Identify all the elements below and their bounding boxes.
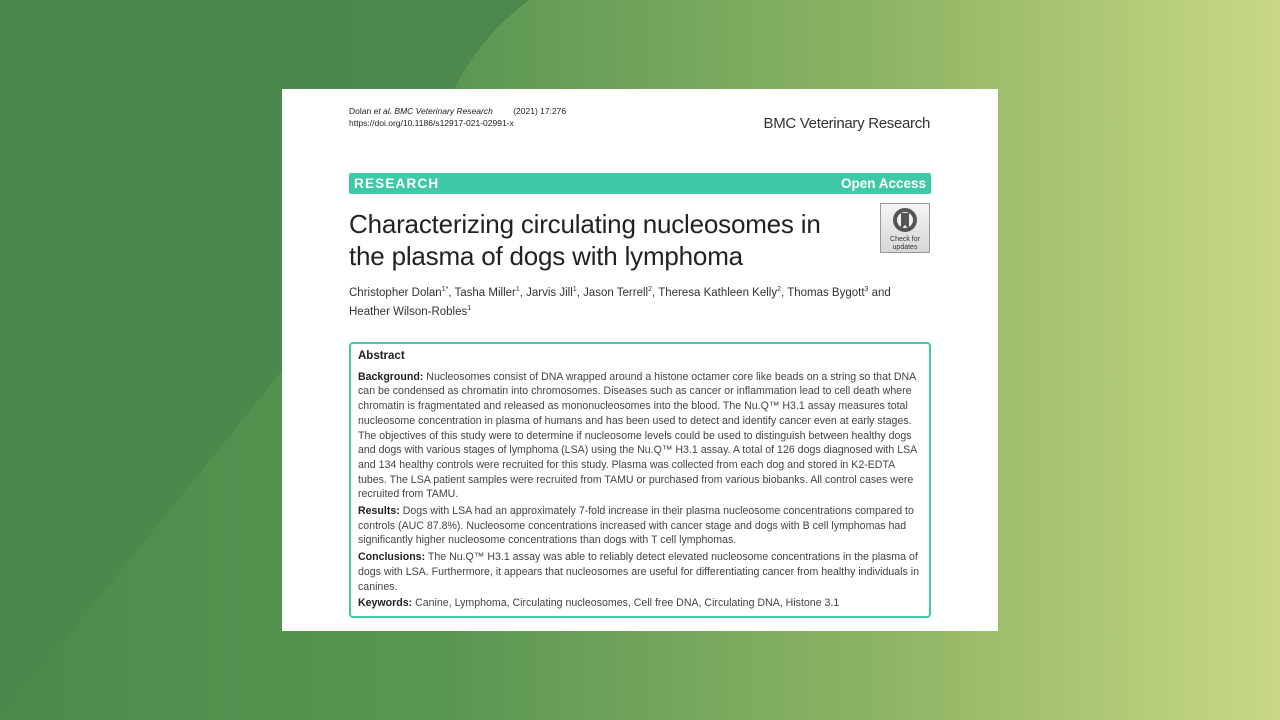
author-separator: and [868,286,891,299]
citation-doi[interactable]: https://doi.org/10.1186/s12917-021-02991-x [349,118,514,128]
section-banner [349,173,931,194]
author-list [349,282,909,320]
bookmark-icon [892,207,918,235]
citation-line [349,105,566,117]
author-affiliation: 1 [467,304,472,312]
journal-name: BMC Veterinary Research [763,115,930,132]
keywords-text: Canine, Lymphoma, Circulating nucleosomes, Cell free DNA, Circulating DNA, Histone 3.1 [415,597,840,610]
background-label: Background: [358,370,424,383]
conclusions-text: The Nu.Q™ H3.1 assay was able to reliably detect elevated nucleosome concentrations in the plasma of dogs with LSA. Furthermore, it appears that nucleosomes are useful for differentiating cancer from healthy individuals in canines. [358,551,919,593]
citation-et-al: et al. [373,106,393,116]
conclusions-label: Conclusions: [358,551,426,564]
citation-year: (2021) 17:276 [513,106,567,116]
author-name: Theresa Kathleen Kelly [658,286,778,299]
author-separator: , [576,286,584,299]
author-affiliation: 1 [572,286,577,293]
author-name: Jarvis Jill [526,286,573,299]
abstract-keywords [358,596,922,611]
abstract-background [358,370,922,502]
abstract-box [349,342,931,618]
author-name: Christopher Dolan [349,286,442,299]
author-name: Heather Wilson-Robles [349,305,468,318]
abstract-conclusions [358,550,922,594]
banner-section: RESEARCH [354,176,440,191]
background-text: Nucleosomes consist of DNA wrapped around a histone octamer core like beads on a string so that DNA can be condensed as chromatin into chromosomes. Diseases such as cancer or inflammation lead to cell death where chromatin is fragmentated and released as mononucleosomes into the blood. The Nu.Q™ H3.1 assay measures total nucleosome concentration in plasma of humans and has been used to detect and identify cancer even at early stages. The objectives of this study were to determine if nucleosome levels could be used to distinguish between healthy dogs and dogs with various stages of lymphoma (LSA) using the Nu.Q™ H3.1 assay. A total of 126 dogs diagnosed with LSA and 134 healthy controls were recruited for this study. Plasma was collected from each dog and stored in K2-EDTA tubes. The LSA patient samples were recruited from TAMU or purchased from various biobanks. All control cases were recruited from TAMU. [358,370,917,501]
author-name: Jason Terrell [583,286,649,299]
author-affiliation: 1 [515,286,520,293]
citation-journal: BMC Veterinary Research [394,106,493,116]
author-name: Tasha Miller [454,286,516,299]
author-affiliation: 1* [441,286,449,293]
results-label: Results: [358,505,400,518]
author-separator: , [781,286,788,299]
check-for-updates-badge[interactable] [880,203,930,253]
banner-open-access: Open Access [840,176,926,191]
article-title: Characterizing circulating nucleosomes in the plasma of dogs with lymphoma [349,209,821,271]
citation-block [349,105,566,129]
abstract-heading: Abstract [358,350,405,362]
abstract-results [358,504,922,548]
author-affiliation: 3 [864,286,869,293]
author-separator: , [652,286,659,299]
author-affiliation: 2 [777,286,781,293]
author-name: Thomas Bygott [787,286,865,299]
author-affiliation: 2 [648,286,652,293]
author-separator: , [448,286,455,299]
badge-line-1: Check for [890,236,920,243]
keywords-label: Keywords: [358,597,413,610]
paper-page [282,89,998,631]
citation-author: Dolan [349,106,372,116]
badge-line-2: updates [892,244,918,251]
author-separator: , [519,286,527,299]
results-text: Dogs with LSA had an approximately 7-fold increase in their plasma nucleosome concentrations compared to controls (AUC 87.8%). Nucleosome concentrations increased with cancer stage and dogs with B cell lymphomas had significantly higher nucleosome concentrations than dogs with T cell lymphomas. [358,505,914,547]
